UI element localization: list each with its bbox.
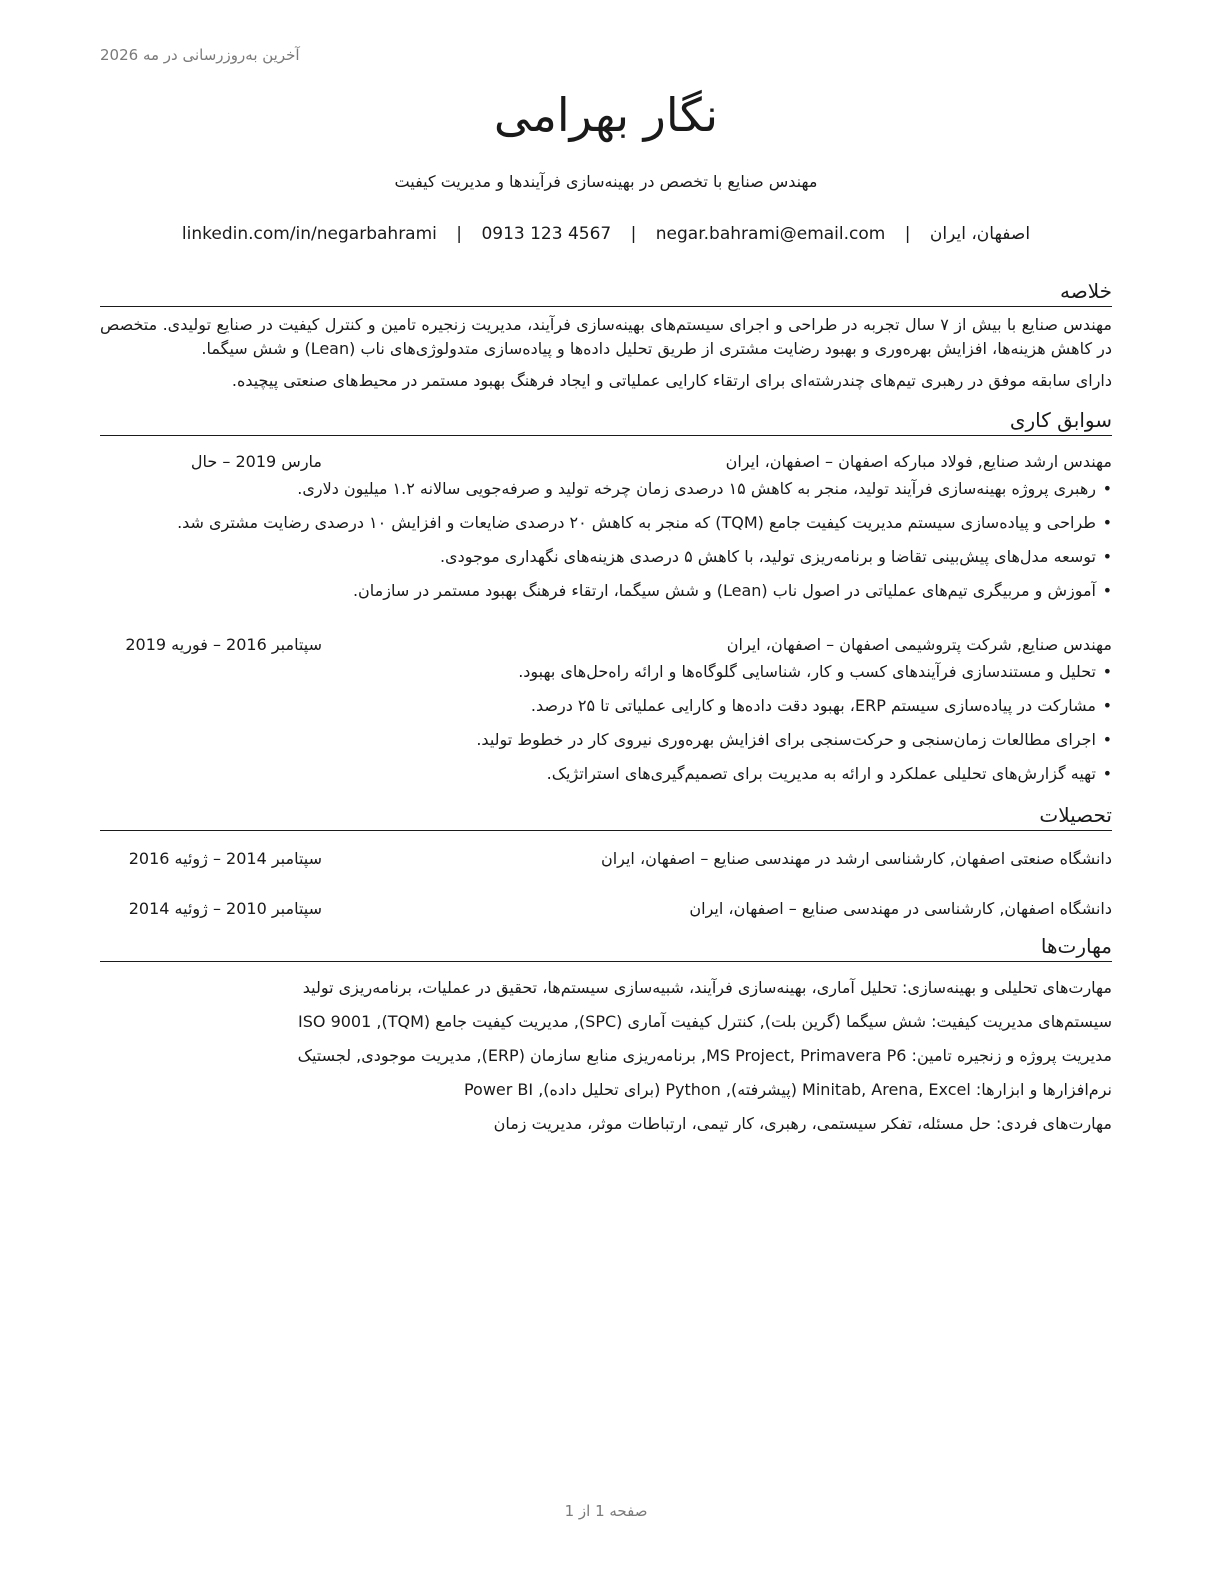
skill-line: مهارت‌های فردی: حل مسئله، تفکر سیستمی، رهبری، کار تیمی، ارتباطات موثر، مدیریت زمان: [493, 1114, 1112, 1133]
experience-section: [100, 407, 1112, 786]
section-title-summary: خلاصه: [100, 278, 1112, 307]
summary-paragraph: مهندس صنایع با بیش از ۷ سال تجربه در طراحی و اجرای سیستم‌های بهینه‌سازی فرآیند، مدیریت زنجیره تامین و کنترل کیفیت در صنایع تولیدی. متخصص در کاهش هزینه‌ها، افزایش بهره‌وری و بهبود رضایت مشتری از طریق تحلیل داده‌ها و پیاده‌سازی متدولوژی‌های ناب (Lean) و شش سیگما.: [100, 315, 1112, 358]
job-entry: [100, 450, 1112, 603]
section-title-skills: مهارت‌ها: [100, 933, 1112, 962]
skill-line: سیستم‌های مدیریت کیفیت: شش سیگما (گرین بلت), کنترل کیفیت آماری (SPC), مدیریت کیفیت جامع (TQM), ISO 9001: [298, 1012, 1112, 1031]
skill-line: مدیریت پروژه و زنجیره تامین: MS Project, Primavera P6, برنامه‌ریزی منابع سازمان (ERP), مدیریت موجودی, لجستیک: [297, 1046, 1112, 1065]
skill-line: مهارت‌های تحلیلی و بهینه‌سازی: تحلیل آماری، بهینه‌سازی فرآیند، شبیه‌سازی سیستم‌ها، تحقیق در عملیات، برنامه‌ریزی تولید: [302, 978, 1112, 997]
contact-phone: 0913 123 4567: [481, 224, 612, 244]
job-bullet: • رهبری پروژه بهینه‌سازی فرآیند تولید، منجر به کاهش ۱۵ درصدی زمان چرخه تولید و صرفه‌جویی سالانه ۱.۲ میلیون دلاری.: [100, 477, 1112, 501]
section-title-experience: سوابق کاری: [100, 407, 1112, 436]
job-header: [100, 450, 1112, 474]
education-entry: [100, 847, 1112, 871]
resume-page: [100, 0, 1112, 1584]
skills-section: [100, 933, 1112, 1136]
job-entry: [100, 633, 1112, 786]
job-bullet: • اجرای مطالعات زمان‌سنجی و حرکت‌سنجی برای افزایش بهره‌وری نیروی کار در خطوط تولید.: [100, 728, 1112, 752]
summary-paragraph: دارای سابقه موفق در رهبری تیم‌های چندرشته‌ای برای ارتقاء کارایی عملیاتی و ایجاد فرهنگ بهبود مستمر در محیط‌های صنعتی پیچیده.: [231, 371, 1112, 390]
education-heading: دانشگاه اصفهان, کارشناسی در مهندسی صنایع – اصفهان، ایران: [689, 899, 1112, 918]
job-heading: مهندس ارشد صنایع, فولاد مبارکه اصفهان – اصفهان، ایران: [725, 452, 1112, 471]
resume-body: [100, 278, 1112, 1146]
job-heading: مهندس صنایع, شرکت پتروشیمی اصفهان – اصفهان، ایران: [726, 635, 1112, 654]
summary-section: [100, 278, 1112, 393]
job-bullet: • آموزش و مربیگری تیم‌های عملیاتی در اصول ناب (Lean) و شش سیگما، ارتقاء فرهنگ بهبود مستمر در سازمان.: [100, 579, 1112, 603]
contact-separator: |: [904, 224, 911, 244]
skills-list: [100, 976, 1112, 1136]
job-bullet: • توسعه مدل‌های پیش‌بینی تقاضا و برنامه‌ریزی تولید، با کاهش ۵ درصدی هزینه‌های نگهداری موجودی.: [100, 545, 1112, 569]
candidate-name: نگار بهرامی: [493, 88, 719, 142]
contact-location: اصفهان، ایران: [929, 224, 1031, 244]
job-bullets: [100, 660, 1112, 786]
candidate-tagline: مهندس صنایع با تخصص در بهینه‌سازی فرآیندها و مدیریت کیفیت: [394, 172, 818, 191]
job-dates: سپتامبر 2016 – فوریه 2019: [125, 635, 322, 654]
job-bullet: • تحلیل و مستندسازی فرآیندهای کسب و کار، شناسایی گلوگاه‌ها و ارائه راه‌حل‌های بهبود.: [100, 660, 1112, 684]
education-entry: [100, 897, 1112, 921]
education-heading: دانشگاه صنعتی اصفهان, کارشناسی ارشد در مهندسی صنایع – اصفهان، ایران: [600, 849, 1112, 868]
section-title-education: تحصیلات: [100, 802, 1112, 831]
job-dates: مارس 2019 – حال: [190, 452, 322, 471]
page-number: صفحه 1 از 1: [564, 1502, 648, 1520]
contact-line: [100, 224, 1112, 244]
contact-separator: |: [630, 224, 637, 244]
last-updated-note: آخرین به‌روزرسانی در مه 2026: [100, 46, 300, 64]
job-bullet: • مشارکت در پیاده‌سازی سیستم ERP، بهبود دقت داده‌ها و کارایی عملیاتی تا ۲۵ درصد.: [100, 694, 1112, 718]
contact-separator: |: [456, 224, 463, 244]
job-bullets: [100, 477, 1112, 603]
education-dates: سپتامبر 2010 – ژوئیه 2014: [128, 899, 322, 918]
job-bullet: • تهیه گزارش‌های تحلیلی عملکرد و ارائه به مدیریت برای تصمیم‌گیری‌های استراتژیک.: [100, 762, 1112, 786]
skill-line: نرم‌افزارها و ابزارها: Minitab, Arena, Excel (پیشرفته), Python (برای تحلیل داده), Power BI: [463, 1080, 1112, 1099]
job-bullet: • طراحی و پیاده‌سازی سیستم مدیریت کیفیت جامع (TQM) که منجر به کاهش ۲۰ درصدی ضایعات و افزایش ۱۰ درصدی رضایت مشتری شد.: [100, 511, 1112, 535]
education-dates: سپتامبر 2014 – ژوئیه 2016: [128, 849, 322, 868]
contact-email[interactable]: negar.bahrami@email.com: [655, 224, 886, 244]
job-header: [100, 633, 1112, 657]
contact-linkedin[interactable]: linkedin.com/in/negarbahrami: [181, 224, 437, 244]
education-section: [100, 802, 1112, 921]
